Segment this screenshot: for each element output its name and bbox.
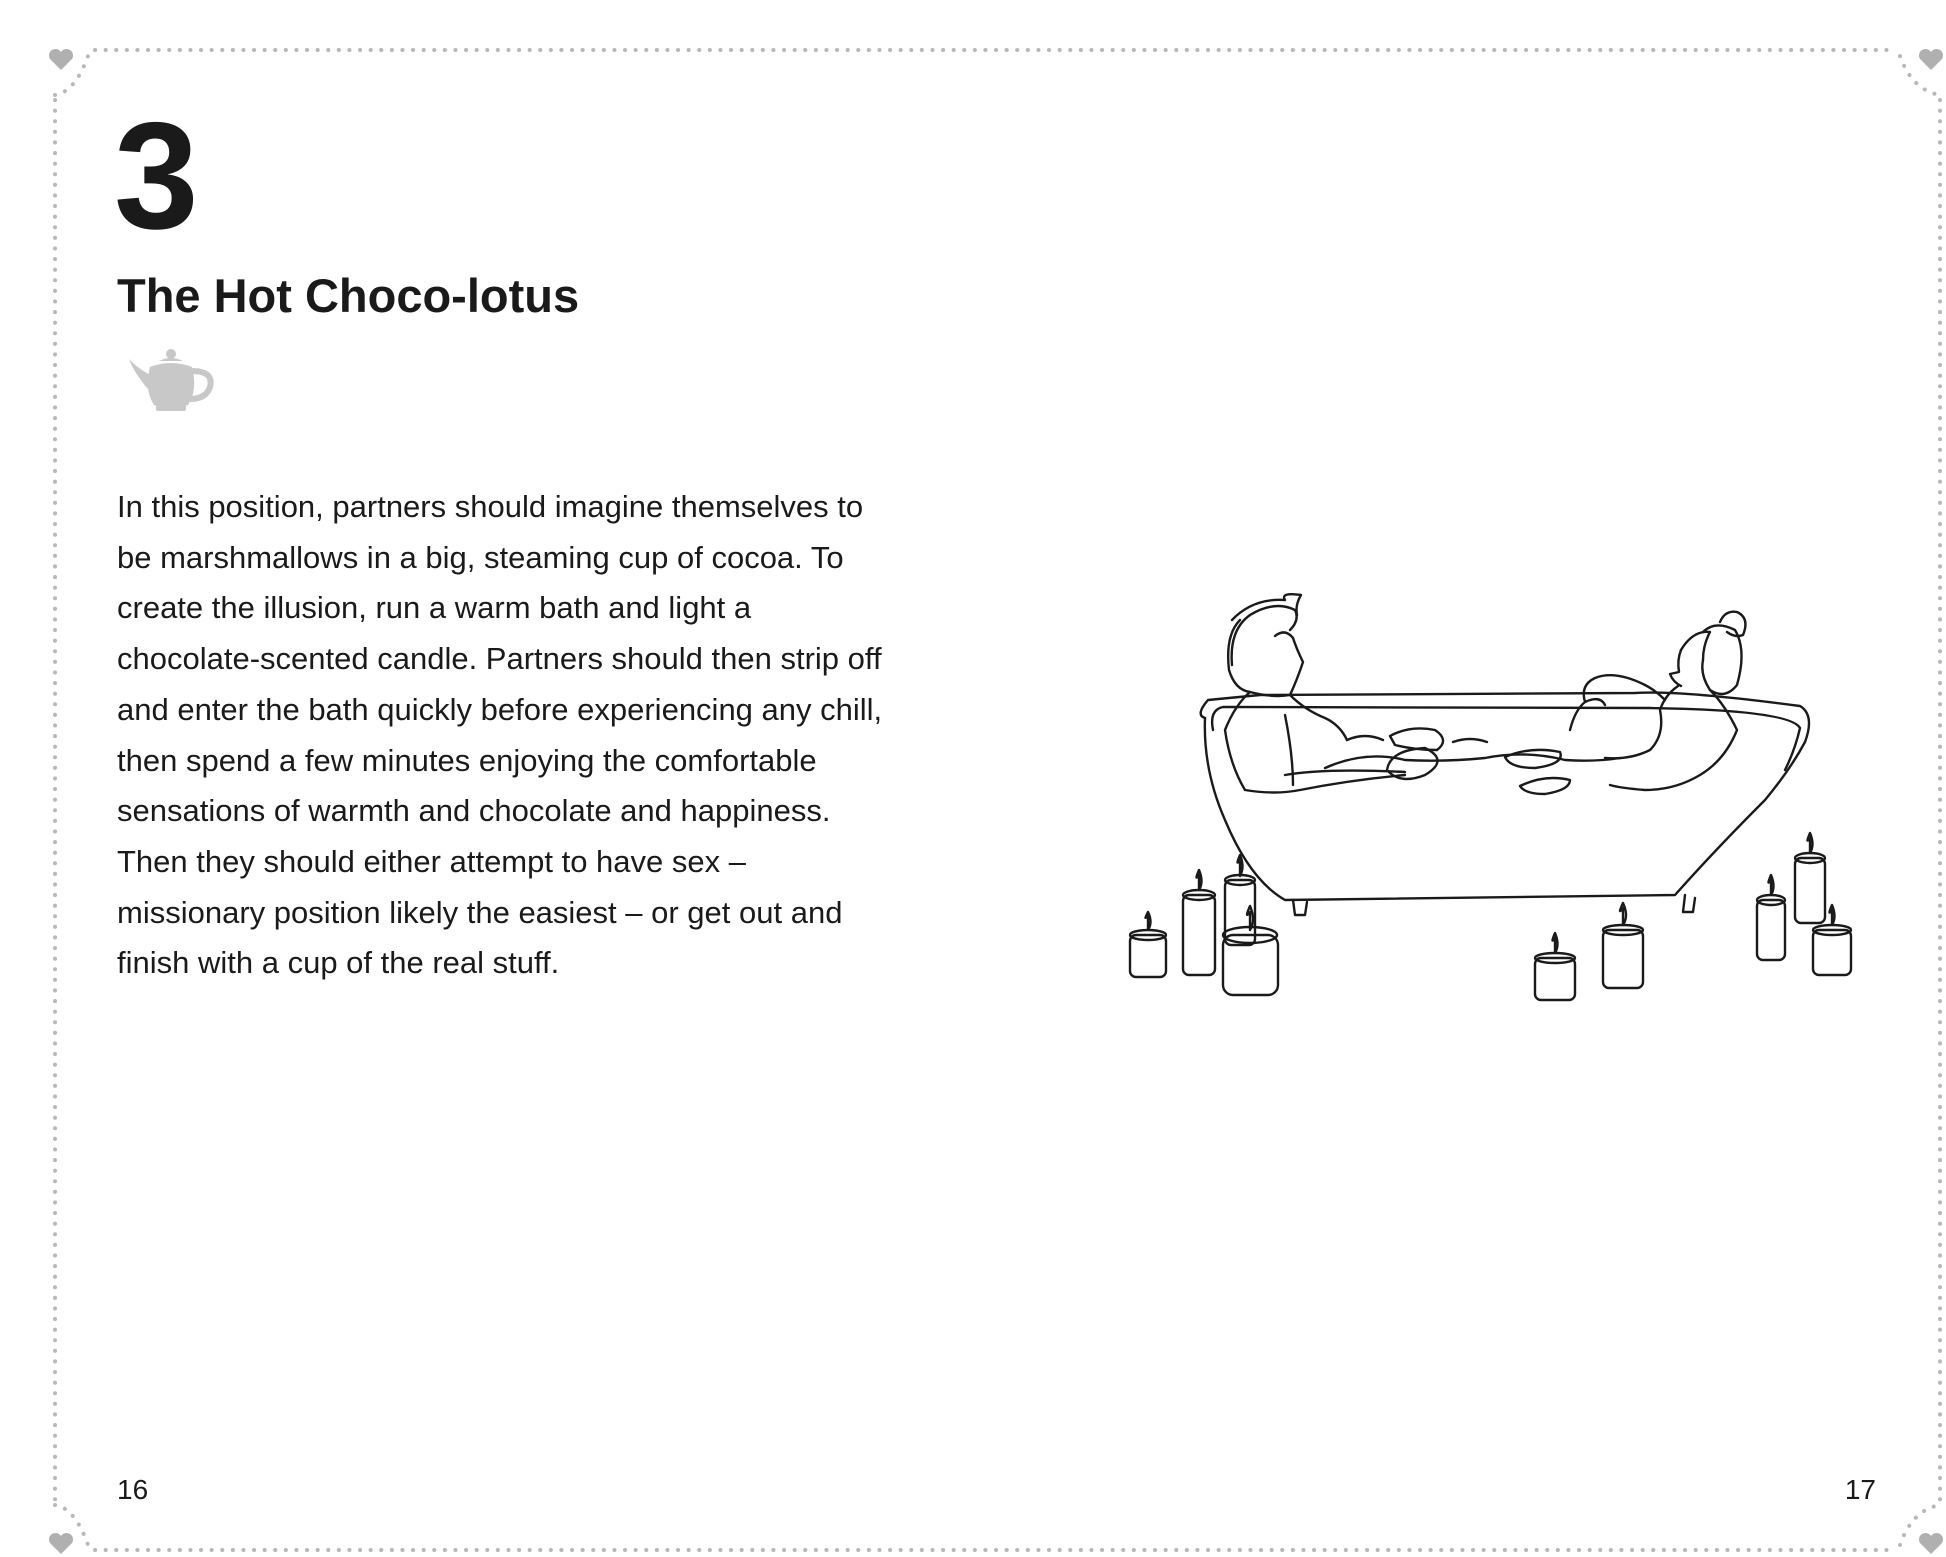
heart-icon [1918, 1532, 1944, 1556]
page-number-left: 16 [117, 1474, 149, 1505]
page-number-right: 17 [1844, 1474, 1876, 1505]
description-paragraph: In this position, partners should imagine themselves to be marshmallows in a big, steaming cup of cocoa. To create the illusion, run a warm bath and light a chocolate-scented candle. Partners should then strip off and enter the bath quickly before experiencing any chill, then spend a few minutes enjoying the comfortable sensations of warmth and chocolate and happiness. Then they should either attempt to have sex – missionary position likely the easiest – or get out and finish with a cup of the real stuff. [117, 489, 883, 981]
position-description [117, 482, 897, 989]
teapot-icon [126, 345, 216, 415]
position-number: 3 [114, 91, 197, 261]
position-title: The Hot Choco-lotus [117, 269, 580, 322]
heart-icon [48, 1532, 74, 1556]
heart-icon [48, 48, 74, 72]
couple-in-bathtub-illustration [1125, 590, 1860, 1010]
heart-icon [1918, 48, 1944, 72]
